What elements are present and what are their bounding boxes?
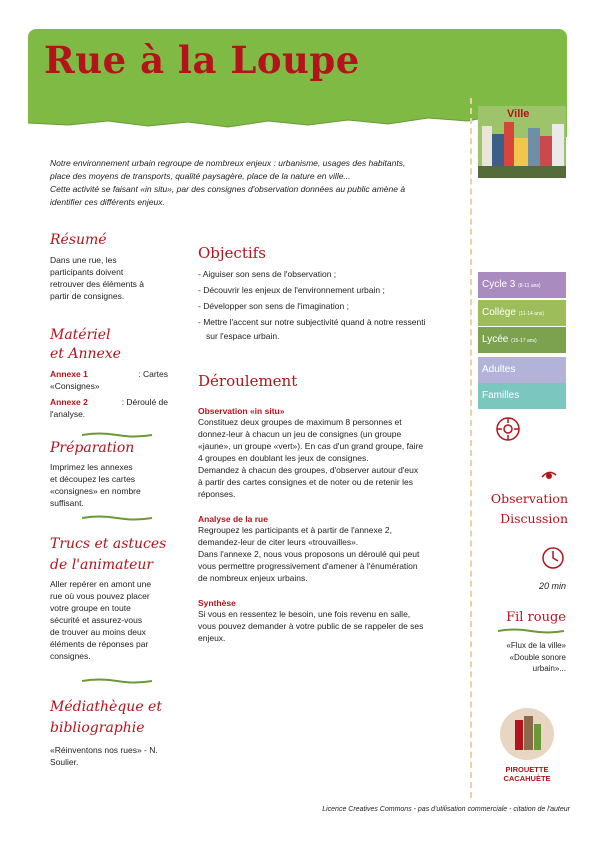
fil-rouge-item: urbain»... [532,664,566,673]
deroulement-heading: Déroulement [198,372,298,390]
fil-rouge-item: «Double sonore [509,652,566,662]
trucs-heading: Trucs et astuces de l'animateur [50,536,167,573]
resume-heading: Résumé [50,232,107,248]
divider-squiggle [82,515,152,521]
clock-icon [540,545,566,571]
page-title: Rue à la Loupe [44,38,360,82]
torn-paper-edge [28,95,498,141]
gears-icon [494,415,522,443]
preparation-heading: Préparation [50,440,135,456]
theme-label: Ville [507,108,530,120]
deroulement-body: Observation «in situ» Constituez deux groupes de maximum 8 personnes et donnez-leur à chacun un jeu de consignes (un groupe «jaune», un groupe «vert»). En cas d'un grand groupe, faire 4 groupes en doublant les jeux de consignes. Demandez à chacun des groupes, d'observer autour d'eux à partir des cartes consignes et de noter ou de retenir les réponses. Analyse de la rue Regroupez les participants et à partir de l'annexe 2, demandez-leur de citer leurs «trouvailles». Dans l'annexe 2, nous vous proposons un déroulé qui peut vous permettre progressivement d'amener à l'énumération de nombreux enjeux urbains. Synthèse Si vous en ressentez le besoin, une fois revenu en salle, vous pouvez demander à votre public de se rappeler de ses enjeux. [198,406,424,643]
logo-text: CACAHUÈTE [503,774,551,783]
intro-text: Notre environnement urbain regroupe de nombreux enjeux : urbanisme, usages des habitants, place des moyens de transports, qualité paysagère, place de la nature en ville... Cette activité se faisant «in situ», par des consignes d'observation données au public amène à identifier ces différents enjeux. [50,158,406,207]
tag-cycle3: Cycle 3 (8-11 ans) [478,272,566,298]
activity-type-discussion: Discussion [500,511,568,526]
tag-college: Collège (11-14 ans) [478,300,566,326]
divider-squiggle [82,678,152,684]
mediatheque-text: «Réinventons nos rues» - N. Soulier. [50,745,158,767]
resume-text: Dans une rue, les participants doivent retrouver des éléments à partir de consignes. [50,255,145,301]
divider-squiggle [82,432,152,438]
tag-lycee: Lycée (15-17 ans) [478,327,566,353]
column-divider [470,98,474,798]
mediatheque-heading: Médiathèque et bibliographie [50,699,162,736]
materiel-heading: Matériel et Annexe [50,327,121,362]
activity-type-observation: Observation [490,491,568,506]
footer-license: Licence Creatives Commons - pas d'utilisation commerciale - citation de l'auteur [322,806,570,813]
logo-text: PIROUETTE [505,765,549,774]
objectifs-list: - Aiguiser son sens de l'observation ; - Découvrir les enjeux de l'environnement urbain ; - Développer son sens de l'imagination ; - Mettre l'accent sur notre subjectivité quand à notre ressenti sur l'espace urbain. [198,269,426,341]
trucs-text: Aller repérer en amont une rue où vous pouvez placer votre groupe en toute sécurité et assurez-vous de trouver au moins deux éléments de réponses par consignes. [50,579,152,661]
divider-squiggle [498,628,564,634]
eye-icon [540,468,558,482]
pirouette-logo [500,708,554,760]
fil-rouge-item: «Flux de la ville» [506,641,566,650]
fil-rouge-heading: Fil rouge [506,610,566,625]
tag-familles: Familles [478,383,566,409]
preparation-text: Imprimez les annexes et découpez les cartes «consignes» en nombre suffisant. [50,462,141,508]
tag-adultes: Adultes [478,357,566,383]
objectifs-heading: Objectifs [198,244,266,262]
duration: 20 min [538,581,566,591]
annexe-list: Annexe 1 : Cartes «Consignes» Annexe 2 : Déroulé de l'analyse. [50,369,168,419]
